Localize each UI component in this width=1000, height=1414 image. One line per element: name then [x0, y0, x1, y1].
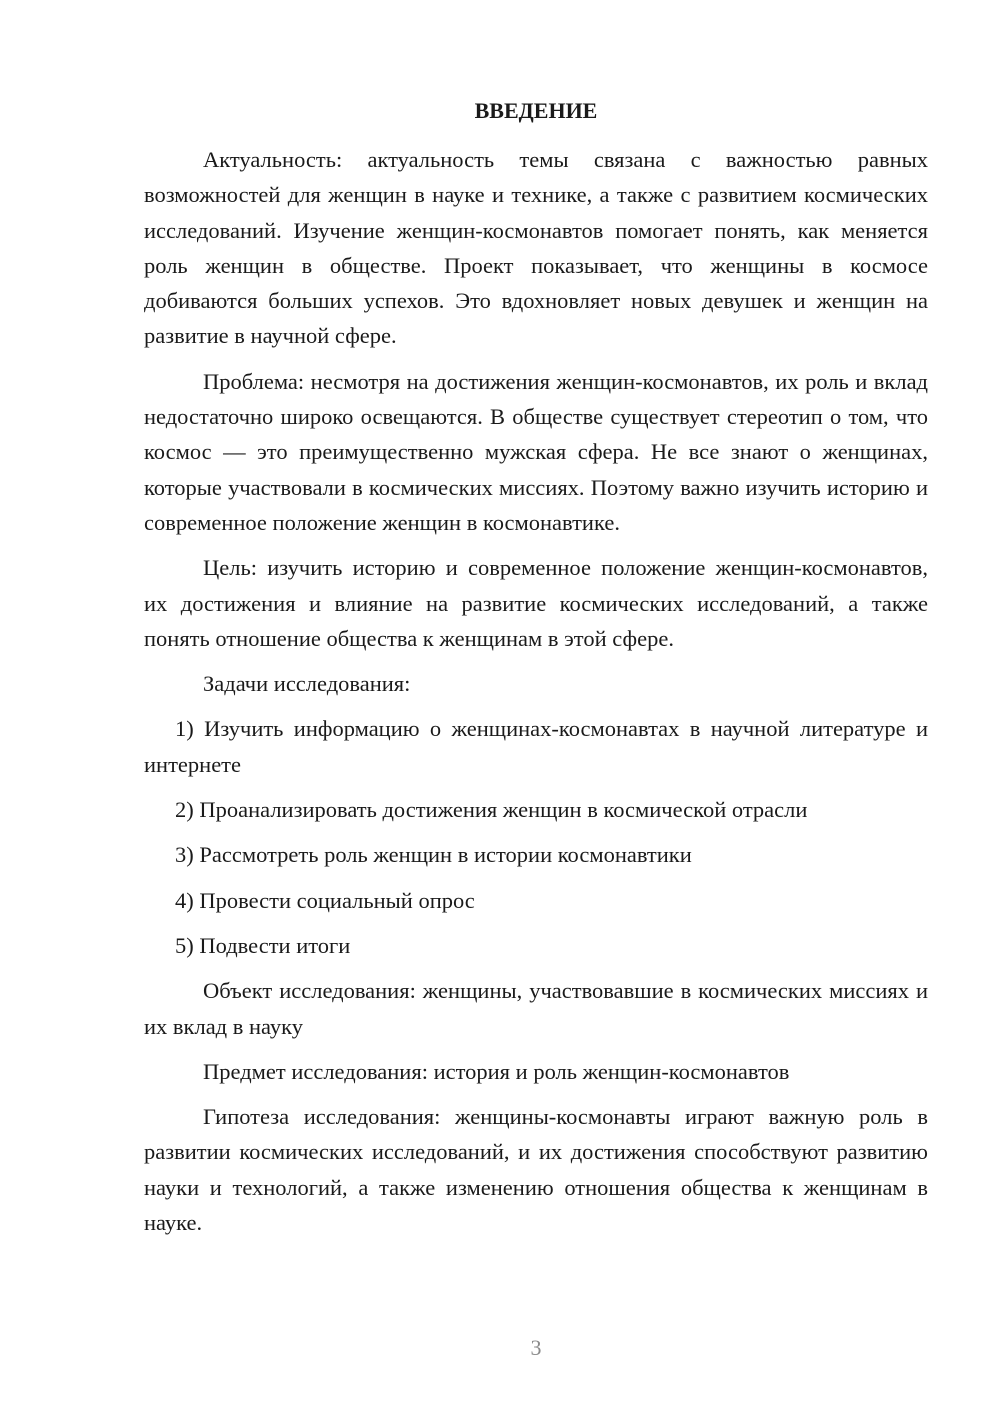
- document-body: [144, 142, 928, 1250]
- task-item-1: 1) Изучить информацию о женщинах-космонавтах в научной литературе и интернете: [144, 716, 928, 777]
- paragraph-subject: Предмет исследования: история и роль женщин-космонавтов: [203, 1058, 790, 1084]
- task-item-4: 4) Провести социальный опрос: [175, 887, 475, 913]
- task-item-3: 3) Рассмотреть роль женщин в истории космонавтики: [175, 842, 692, 868]
- task-item-5: 5) Подвести итоги: [175, 932, 351, 958]
- paragraph-object: Объект исследования: женщины, участвовавшие в космических миссиях и их вклад в науку: [144, 978, 928, 1039]
- paragraph-goal: Цель: изучить историю и современное положение женщин-космонавтов, их достижения и влияние на развитие космических исследований, а также понять отношение общества к женщинам в этой сфере.: [144, 555, 928, 651]
- task-item-2: 2) Проанализировать достижения женщин в космической отрасли: [175, 797, 808, 823]
- page-number: 3: [530, 1335, 542, 1360]
- tasks-heading: Задачи исследования:: [203, 671, 411, 697]
- paragraph-hypothesis: Гипотеза исследования: женщины-космонавты играют важную роль в развитии космических исследований, и их достижения способствуют развитию науки и технологий, а также изменению отношения общества к женщинам в науке.: [144, 1104, 928, 1236]
- paragraph-relevance: Актуальность: актуальность темы связана с важностью равных возможностей для женщин в науке и технике, а также с развитием космических исследований. Изучение женщин-космонавтов помогает понять, как меняется роль женщин в обществе. Проект показывает, что женщины в космосе добиваются больших успехов. Это вдохновляет новых девушек и женщин на развитие в научной сфере.: [144, 147, 928, 349]
- paragraph-problem: Проблема: несмотря на достижения женщин-космонавтов, их роль и вклад недостаточно широко освещаются. В обществе существует стереотип о том, что космос — это преимущественно мужская сфера. Не все знают о женщинах, которые участвовали в космических миссиях. Поэтому важно изучить историю и современное положение женщин в космонавтике.: [144, 368, 928, 535]
- page-title: ВВЕДЕНИЕ: [474, 98, 598, 123]
